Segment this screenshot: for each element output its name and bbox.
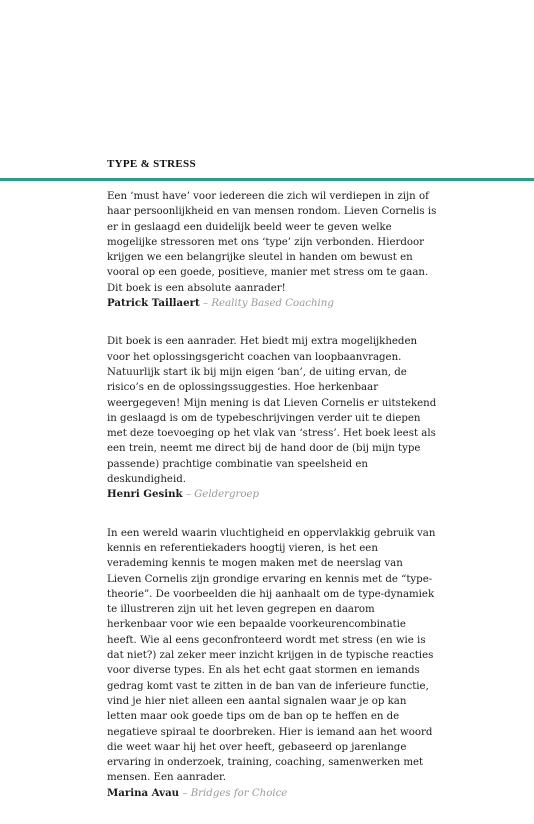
attribution-separator: – <box>185 489 191 501</box>
reviewer-affiliation: Reality Based Coaching <box>211 298 334 310</box>
review-text: In een wereld waarin vluchtigheid en oppervlakkig gebruik van kennis en referentiekaders hoogtij vieren, is het een verademing kennis te mogen maken met de neerslag van Lieven Cornelis zijn grondige ervaring en kennis met de “type-theorie”. De voorbeelden die hij aanhaalt om de type-dynamiek te illustreren zijn uit het leven gegrepen en daarom herkenbaar voor wie een bepaalde voorkeurencombinatie heeft. Wie al eens geconfronteerd wordt met stress (en wie is dat niet?) zal zeker meer inzicht krijgen in de typische reacties voor diverse types. En als het echt gaat stormen en iemands gedrag komt vast te zitten in de ban van de inferieure functie, vind je hier niet alleen een aantal signalen waar je op kan letten maar ook goede tips om de ban op te heffen en de negatieve spiraal te doorbreken. Hier is iemand aan het woord die weet waar hij het over heeft, gebaseerd op jarenlange ervaring in onderzoek, training, coaching, samenwerken met mensen. Een aanrader. <box>107 527 436 784</box>
section-title: TYPE & STRESS <box>107 158 196 170</box>
section-divider <box>0 178 534 181</box>
review-item <box>107 334 437 502</box>
review-text: Een ‘must have’ voor iedereen die zich wil verdiepen in zijn of haar persoonlijkheid en van mensen rondom. Lieven Cornelis is er in geslaagd een duidelijk beeld weer te geven welke mogelijke stressoren met ons ‘type’ zijn verbonden. Hierdoor krijgen we een belangrijke sleutel in handen om bewust en vooral op een goede, positieve, manier met stress om te gaan. Dit boek is een absolute aanrader! <box>107 191 437 294</box>
reviews-list <box>107 189 437 824</box>
reviewer-name: Patrick Taillaert <box>107 297 200 310</box>
attribution-separator: – <box>182 787 188 799</box>
review-attribution <box>107 786 437 801</box>
reviewer-name: Henri Gesink <box>107 488 183 501</box>
reviewer-name: Marina Avau <box>107 786 180 799</box>
reviewer-affiliation: Bridges for Choice <box>190 787 288 799</box>
review-item <box>107 526 437 801</box>
review-item <box>107 189 437 311</box>
attribution-separator: – <box>202 298 209 310</box>
review-attribution <box>107 487 437 502</box>
review-text: Dit boek is een aanrader. Het biedt mij extra mogelijkheden voor het oplossingsgericht coachen van loopbaanvragen. Natuurlijk start ik bij mijn eigen ‘ban’, de uiting ervan, de risico’s en de oplossingssuggesties. Hoe herkenbaar weergegeven! Mijn mening is dat Lieven Cornelis er uitstekend in geslaagd is om de typebeschrijvingen verder uit te diepen met deze toevoeging op het vlak van ‘stress’. Het boek leest als een trein, neemt me direct bij de hand door de (bij mijn type passende) prachtige combinatie van speelsheid en deskundigheid. <box>107 336 437 486</box>
review-attribution <box>107 296 437 311</box>
reviewer-affiliation: Geldergroep <box>194 489 260 501</box>
